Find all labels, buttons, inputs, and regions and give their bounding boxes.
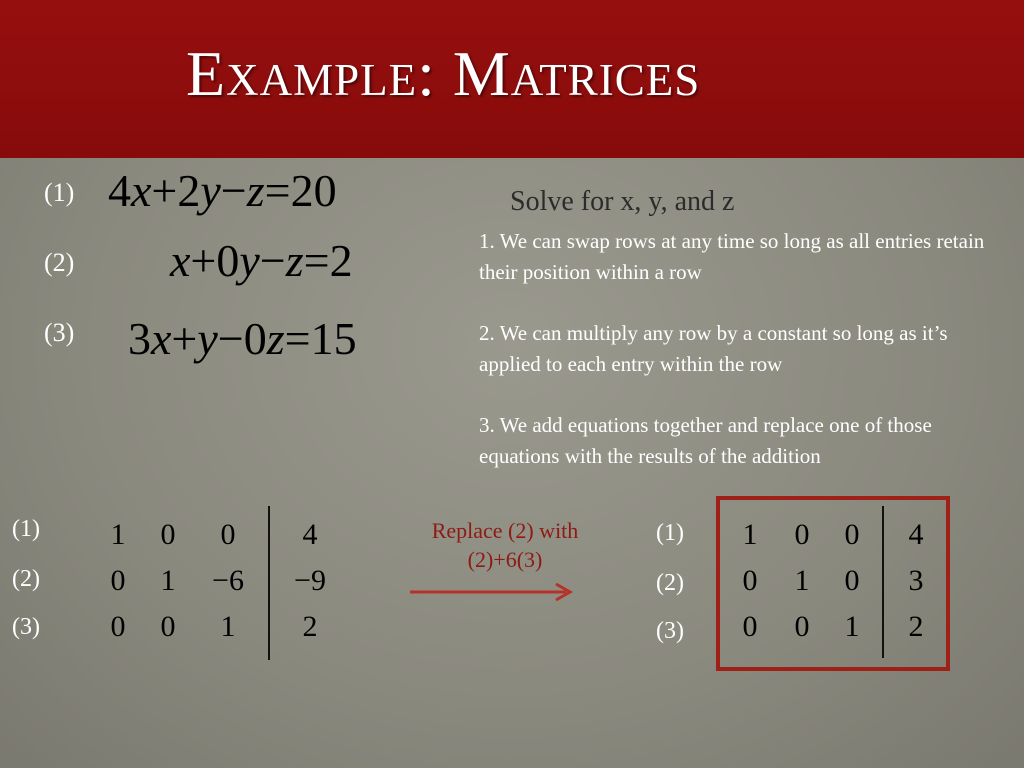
matrix-cell: 0	[844, 564, 860, 597]
row-label: (3)	[656, 618, 684, 644]
row-label: (1)	[656, 520, 684, 546]
row-label: (1)	[12, 516, 40, 542]
matrix-cell: 0	[160, 610, 176, 643]
equation-3: 3x+y−0z=15	[128, 313, 357, 364]
augment-divider	[268, 506, 270, 660]
matrix-cell: 0	[742, 610, 758, 643]
matrix-cell: 4	[908, 518, 924, 551]
matrix-cell: 3	[908, 564, 924, 597]
matrix-cell: 0	[742, 564, 758, 597]
augment-divider	[882, 506, 884, 658]
matrix-cell: 1	[742, 518, 758, 551]
slide-title: Example: Matrices	[186, 38, 701, 109]
matrix-cell: −6	[212, 564, 244, 597]
equation-label: (3)	[44, 318, 75, 347]
matrix-cell: 1	[220, 610, 236, 643]
row-operation-line-1: Replace (2) with	[431, 518, 579, 543]
equation-label: (2)	[44, 248, 75, 277]
matrix-cell: 0	[844, 518, 860, 551]
matrix-cell: 4	[302, 518, 318, 551]
row-operation-note	[410, 516, 600, 574]
equation-1: 4x+2y−z=20	[108, 165, 337, 216]
matrix-cell: 0	[160, 518, 176, 551]
row-operation-line-2: (2)+6(3)	[467, 547, 543, 572]
subtitle: Solve for x, y, and z	[510, 186, 735, 217]
matrix-cell: 1	[110, 518, 126, 551]
row-label: (3)	[12, 614, 40, 640]
equation-2: x+0y−z=2	[170, 235, 353, 286]
row-label: (2)	[12, 566, 40, 592]
right-arrow-icon	[408, 580, 578, 604]
equation-label: (1)	[44, 178, 75, 207]
matrix-cell: 1	[160, 564, 176, 597]
matrix-cell: 1	[844, 610, 860, 643]
rule-2: 2. We can multiply any row by a constant so long as it’s applied to each entry within the row	[479, 321, 948, 376]
matrix-cell: 2	[908, 610, 924, 643]
matrix-cell: 0	[110, 610, 126, 643]
matrix-cell: 0	[794, 610, 810, 643]
rule-1: 1. We can swap rows at any time so long as all entries retain their position within a row	[479, 229, 985, 284]
row-label: (2)	[656, 570, 684, 596]
rule-3: 3. We add equations together and replace one of those equations with the results of the addition	[479, 413, 932, 468]
matrix-cell: 0	[794, 518, 810, 551]
matrix-cell: 1	[794, 564, 810, 597]
matrix-cell: −9	[294, 564, 326, 597]
matrix-cell: 0	[220, 518, 236, 551]
matrix-cell: 2	[302, 610, 318, 643]
matrix-cell: 0	[110, 564, 126, 597]
